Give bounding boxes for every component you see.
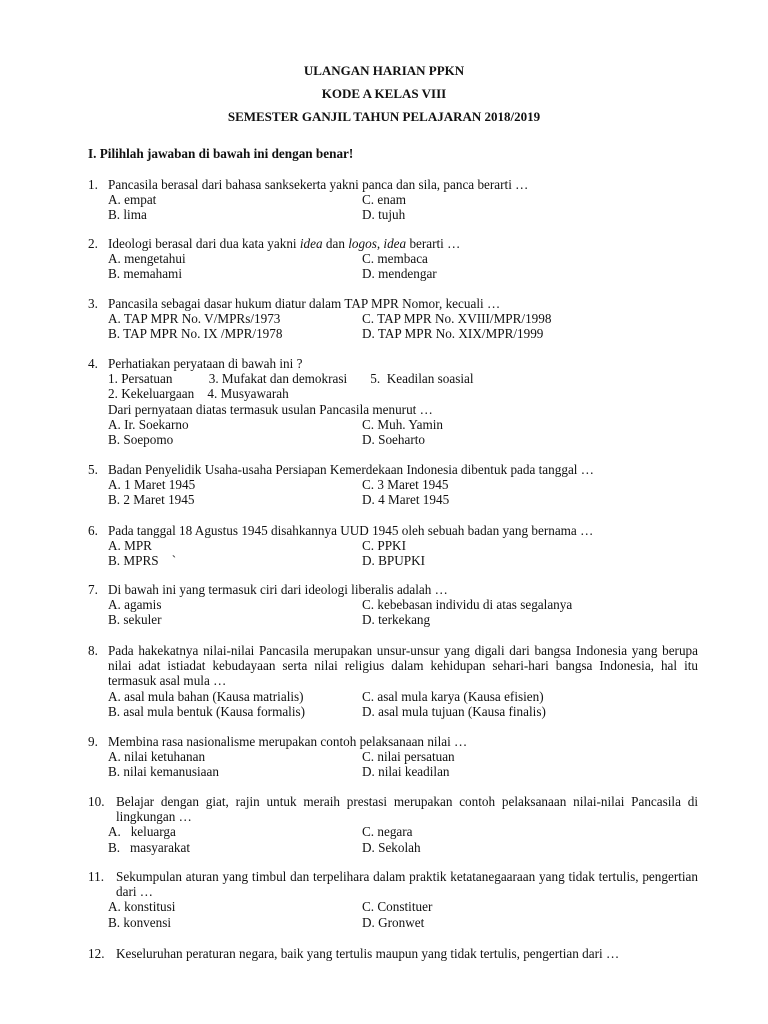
option-c[interactable]: C. membaca — [362, 251, 428, 267]
question-number: 6. — [88, 523, 98, 538]
question-2 — [88, 236, 698, 282]
option-b[interactable]: B. masyarakat — [108, 839, 191, 855]
option-a[interactable]: A. keluarga — [108, 824, 176, 840]
answer-options — [88, 899, 698, 929]
question-text: Di bawah ini yang termasuk ciri dari ideologi liberalis adalah … — [108, 582, 448, 597]
question-text: Perhatiakan peryataan di bawah ini ? — [108, 356, 303, 371]
question-8 — [88, 643, 698, 719]
answer-options — [88, 824, 698, 854]
option-a[interactable]: A. Ir. Soekarno — [108, 416, 189, 432]
question-5 — [88, 462, 698, 508]
option-b[interactable]: B. Soepomo — [108, 432, 174, 448]
option-b[interactable]: B. MPRS ` — [108, 553, 177, 569]
option-d[interactable]: D. Gronwet — [362, 914, 425, 930]
option-c[interactable]: C. Constituer — [362, 899, 433, 915]
option-d[interactable]: D. mendengar — [362, 266, 437, 282]
question-7 — [88, 582, 698, 628]
question-text: Badan Penyelidik Usaha-usaha Persiapan Kemerdekaan Indonesia dibentuk pada tanggal … — [108, 462, 594, 477]
question-number: 10. — [88, 794, 105, 809]
question-10 — [88, 794, 698, 855]
question-text: Ideologi berasal dari dua kata yakni idea dan logos, idea berarti … — [108, 236, 461, 251]
answer-options — [88, 477, 698, 507]
question-text: Pancasila berasal dari bahasa sanksekerta yakni panca dan sila, panca berarti … — [108, 177, 529, 192]
question-text: Sekumpulan aturan yang timbul dan terpelihara dalam praktik ketatanegaaraan yang tidak tertulis, pengertian dari … — [116, 869, 698, 900]
question-text: Pancasila sebagai dasar hukum diatur dalam TAP MPR Nomor, kecuali … — [108, 296, 501, 311]
question-number: 2. — [88, 236, 98, 251]
exam-semester: SEMESTER GANJIL TAHUN PELAJARAN 2018/2019 — [227, 109, 541, 124]
option-a[interactable]: A. TAP MPR No. V/MPRs/1973 — [108, 311, 281, 327]
option-d[interactable]: D. tujuh — [362, 207, 406, 223]
option-a[interactable]: A. konstitusi — [108, 899, 176, 915]
question-9 — [88, 734, 698, 780]
question-number: 1. — [88, 177, 98, 192]
answer-options — [88, 251, 698, 281]
answer-options — [88, 689, 698, 719]
option-a[interactable]: A. MPR — [108, 538, 152, 554]
question-text: Keseluruhan peraturan negara, baik yang tertulis maupun yang tidak tertulis, pengertian dari … — [116, 946, 620, 961]
question-number: 8. — [88, 643, 98, 658]
question-number: 4. — [88, 356, 98, 371]
question-text: Pada hakekatnya nilai-nilai Pancasila merupakan unsur-unsur yang digali dari bangsa Indonesia yang berupa nilai adat istiadat kebudayaan serta nilai religius dalam kehidupan sehari-hari bangsa Indonesia, hal itu termasuk asal mula … — [108, 643, 698, 689]
answer-options — [88, 597, 698, 627]
option-b[interactable]: B. asal mula bentuk (Kausa formalis) — [108, 703, 306, 719]
option-d[interactable]: D. Sekolah — [362, 839, 421, 855]
option-b[interactable]: B. lima — [108, 207, 147, 223]
option-c[interactable]: C. TAP MPR No. XVIII/MPR/1998 — [362, 311, 552, 327]
option-c[interactable]: C. negara — [362, 824, 413, 840]
question-text: Membina rasa nasionalisme merupakan contoh pelaksanaan nilai … — [108, 734, 468, 749]
option-b[interactable]: B. 2 Maret 1945 — [108, 492, 195, 508]
question-subtext: Dari pernyataan diatas termasuk usulan Pancasila menurut … — [108, 401, 433, 417]
option-d[interactable]: D. BPUPKI — [362, 553, 426, 569]
answer-options — [88, 538, 698, 568]
option-a[interactable]: A. nilai ketuhanan — [108, 749, 206, 765]
option-b[interactable]: B. konvensi — [108, 914, 172, 930]
question-6 — [88, 523, 698, 569]
question-1 — [88, 177, 698, 223]
option-c[interactable]: C. enam — [362, 192, 406, 208]
option-b[interactable]: B. memahami — [108, 266, 182, 282]
option-c[interactable]: C. Muh. Yamin — [362, 416, 443, 432]
answer-options — [88, 417, 698, 447]
option-d[interactable]: D. Soeharto — [362, 432, 425, 448]
option-a[interactable]: A. 1 Maret 1945 — [108, 477, 196, 493]
answer-options — [88, 749, 698, 779]
question-number: 9. — [88, 734, 98, 749]
question-number: 7. — [88, 582, 98, 597]
section-instruction: I. Pilihlah jawaban di bawah ini dengan benar! — [88, 146, 354, 161]
option-a[interactable]: A. agamis — [108, 597, 162, 613]
statement-line-2: 2. Kekeluargaan 4. Musyawarah — [108, 386, 289, 402]
option-a[interactable]: A. mengetahui — [108, 251, 186, 267]
option-a[interactable]: A. asal mula bahan (Kausa matrialis) — [108, 688, 304, 704]
option-c[interactable]: C. asal mula karya (Kausa efisien) — [362, 688, 544, 704]
option-b[interactable]: B. nilai kemanusiaan — [108, 764, 219, 780]
option-d[interactable]: D. asal mula tujuan (Kausa finalis) — [362, 703, 546, 719]
option-d[interactable]: D. nilai keadilan — [362, 764, 450, 780]
option-c[interactable]: C. kebebasan individu di atas segalanya — [362, 597, 573, 613]
option-b[interactable]: B. TAP MPR No. IX /MPR/1978 — [108, 326, 283, 342]
question-text: Belajar dengan giat, rajin untuk meraih prestasi merupakan contoh pelaksanaan nilai-nilai Pancasila di lingkungan … — [116, 794, 698, 825]
question-number: 3. — [88, 296, 98, 311]
question-number: 12. — [88, 946, 105, 961]
option-c[interactable]: C. PPKI — [362, 538, 406, 554]
question-12 — [88, 946, 698, 961]
option-d[interactable]: D. TAP MPR No. XIX/MPR/1999 — [362, 326, 544, 342]
option-b[interactable]: B. sekuler — [108, 612, 162, 628]
question-number: 11. — [88, 869, 104, 884]
answer-options — [88, 311, 698, 341]
option-d[interactable]: D. terkekang — [362, 612, 431, 628]
option-a[interactable]: A. empat — [108, 192, 157, 208]
question-text: Pada tanggal 18 Agustus 1945 disahkannya UUD 1945 oleh sebuah badan yang bernama … — [108, 523, 594, 538]
option-c[interactable]: C. 3 Maret 1945 — [362, 477, 449, 493]
question-number: 5. — [88, 462, 98, 477]
exam-code: KODE A KELAS VIII — [321, 86, 447, 101]
question-4 — [88, 356, 698, 447]
option-d[interactable]: D. 4 Maret 1945 — [362, 492, 450, 508]
answer-options — [88, 192, 698, 222]
question-3 — [88, 296, 698, 342]
exam-title: ULANGAN HARIAN PPKN — [303, 63, 465, 78]
question-11 — [88, 869, 698, 930]
statement-line-1: 1. Persatuan 3. Mufakat dan demokrasi 5. Keadilan soasial — [108, 371, 474, 387]
option-c[interactable]: C. nilai persatuan — [362, 749, 455, 765]
